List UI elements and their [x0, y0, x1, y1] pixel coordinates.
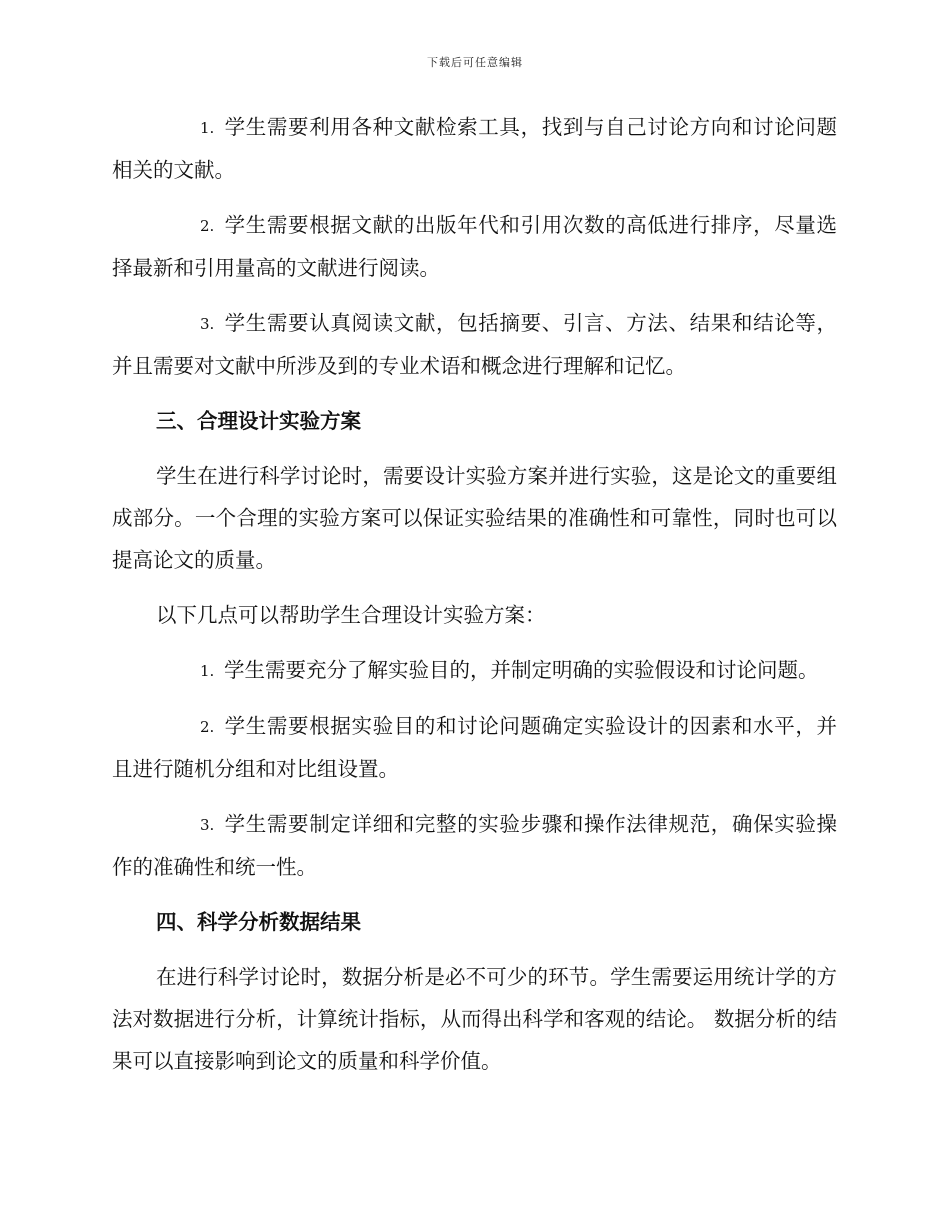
- list-item-text: 学生需要根据文献的出版年代和引用次数的高低进行排序，尽量选择最新和引用量高的文献进行阅读。: [112, 213, 837, 280]
- list-item-number: 2.: [200, 718, 215, 736]
- section-4-paragraph: 在进行科学讨论时，数据分析是必不可少的环节。学生需要运用统计学的方法对数据进行分析，计算统计指标，从而得出科学和客观的结论。 数据分析的结果可以直接影响到论文的质量和科学价值。: [112, 965, 837, 1073]
- list-item: [112, 705, 837, 790]
- list-item-text: 学生需要制定详细和完整的实验步骤和操作法律规范，确保实验操作的准确性和统一性。: [112, 812, 837, 879]
- list-item-number: 1.: [200, 119, 215, 137]
- list-item-number: 1.: [200, 662, 215, 680]
- list-item-number: 2.: [200, 217, 215, 235]
- list-item-text: 学生需要认真阅读文献，包括摘要、引言、方法、结果和结论等，并且需要对文献中所涉及到的专业术语和概念进行理解和记忆。: [112, 311, 837, 378]
- section-heading-3: 三、合理设计实验方案: [156, 409, 361, 433]
- list-item: [112, 302, 837, 387]
- list-item-text: 学生需要充分了解实验目的，并制定明确的实验假设和讨论问题。: [224, 658, 819, 682]
- section-3-paragraph: 学生在进行科学讨论时，需要设计实验方案并进行实验，这是论文的重要组成部分。一个合理的实验方案可以保证实验结果的准确性和可靠性，同时也可以提高论文的质量。: [112, 464, 837, 572]
- section-3-intro: 以下几点可以帮助学生合理设计实验方案：: [156, 603, 546, 627]
- list-item-text: 学生需要利用各种文献检索工具，找到与自己讨论方向和讨论问题相关的文献。: [112, 115, 837, 182]
- page-header-note: 下载后可任意编辑: [427, 56, 523, 69]
- list-item-number: 3.: [200, 816, 215, 834]
- document-body: [112, 106, 837, 1095]
- list-item: [112, 106, 837, 191]
- list-item-text: 学生需要根据实验目的和讨论问题确定实验设计的因素和水平，并且进行随机分组和对比组设置。: [112, 714, 837, 781]
- section-heading-4: 四、科学分析数据结果: [156, 910, 361, 934]
- list-item: [112, 204, 837, 289]
- list-item: [112, 803, 837, 888]
- list-item: [112, 649, 837, 692]
- list-item-number: 3.: [200, 315, 215, 333]
